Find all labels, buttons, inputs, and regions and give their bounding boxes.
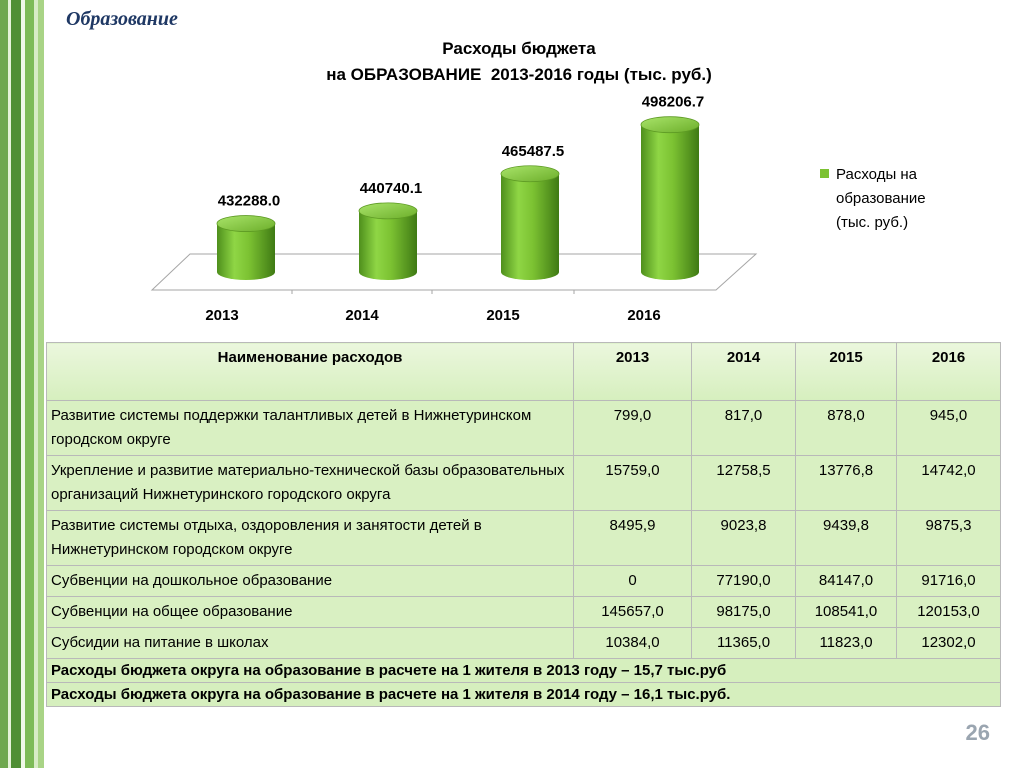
- value-label: 440740.1: [359, 179, 423, 197]
- table-row: [47, 456, 1001, 511]
- expense-value: 77190,0: [692, 566, 796, 597]
- legend-swatch: [820, 169, 829, 178]
- legend-line2: образование: [836, 190, 926, 207]
- table-row: [47, 401, 1001, 456]
- category-label: 2014: [345, 307, 379, 324]
- table-row: [47, 628, 1001, 659]
- expenses-table: [46, 342, 1001, 707]
- bar-2016: [641, 117, 699, 280]
- expense-name: Развитие системы отдыха, оздоровления и занятости детей в Нижнетуринском городском округе: [47, 511, 574, 566]
- header-2015: 2015: [796, 343, 897, 401]
- expense-value: 799,0: [574, 401, 692, 456]
- header-2016: 2016: [897, 343, 1001, 401]
- expense-value: 817,0: [692, 401, 796, 456]
- table-row: [47, 597, 1001, 628]
- bar-2015: [501, 166, 559, 280]
- bar-body: [359, 211, 417, 280]
- bar-top: [217, 216, 275, 232]
- per-capita-note: Расходы бюджета округа на образование в расчете на 1 жителя в 2014 году – 16,1 тыс.руб.: [47, 683, 1001, 707]
- expense-value: 878,0: [796, 401, 897, 456]
- category-label: 2015: [486, 307, 520, 324]
- expense-value: 15759,0: [574, 456, 692, 511]
- chart-title-line1: Расходы бюджета: [442, 39, 596, 58]
- page-number: 26: [965, 720, 990, 745]
- expense-value: 10384,0: [574, 628, 692, 659]
- expense-value: 9875,3: [897, 511, 1001, 566]
- expense-value: 11823,0: [796, 628, 897, 659]
- table-footer-row: [47, 683, 1001, 707]
- bar-2013: [217, 216, 275, 280]
- per-capita-note: Расходы бюджета округа на образование в расчете на 1 жителя в 2013 году – 15,7 тыс.руб: [47, 659, 1001, 683]
- expense-value: 12302,0: [897, 628, 1001, 659]
- category-label: 2016: [627, 307, 661, 324]
- table-header-row: [47, 343, 1001, 401]
- value-label: 432288.0: [217, 192, 281, 210]
- expense-value: 12758,5: [692, 456, 796, 511]
- expense-value: 91716,0: [897, 566, 1001, 597]
- value-label: 465487.5: [501, 142, 565, 160]
- expense-value: 108541,0: [796, 597, 897, 628]
- category-label: 2013: [205, 307, 239, 324]
- budget-chart: [0, 0, 1024, 340]
- bar-top: [501, 166, 559, 182]
- expense-value: 120153,0: [897, 597, 1001, 628]
- header-name: Наименование расходов: [47, 343, 574, 401]
- header-2014: 2014: [692, 343, 796, 401]
- expense-name: Субвенции на общее образование: [47, 597, 574, 628]
- bar-top: [641, 117, 699, 133]
- bar-body: [217, 224, 275, 280]
- expense-value: 98175,0: [692, 597, 796, 628]
- expense-value: 84147,0: [796, 566, 897, 597]
- expense-value: 9439,8: [796, 511, 897, 566]
- expense-name: Укрепление и развитие материально-технической базы образовательных организаций Нижнетуринского городского округа: [47, 456, 574, 511]
- bar-body: [501, 174, 559, 280]
- value-label: 498206.7: [641, 93, 705, 111]
- expense-value: 0: [574, 566, 692, 597]
- expense-value: 145657,0: [574, 597, 692, 628]
- expense-value: 11365,0: [692, 628, 796, 659]
- bar-2014: [359, 203, 417, 280]
- section-title: Образование: [66, 8, 178, 30]
- table-footer-row: [47, 659, 1001, 683]
- chart-title-line2: на ОБРАЗОВАНИЕ 2013-2016 годы (тыс. руб.): [326, 65, 712, 84]
- bar-body: [641, 125, 699, 280]
- expense-name: Субсидии на питание в школах: [47, 628, 574, 659]
- expense-name: Субвенции на дошкольное образование: [47, 566, 574, 597]
- expense-value: 8495,9: [574, 511, 692, 566]
- expense-value: 13776,8: [796, 456, 897, 511]
- bar-top: [359, 203, 417, 219]
- expense-value: 14742,0: [897, 456, 1001, 511]
- legend-line3: (тыс. руб.): [836, 214, 909, 231]
- header-2013: 2013: [574, 343, 692, 401]
- table-row: [47, 511, 1001, 566]
- legend-line1: Расходы на: [836, 166, 918, 183]
- expense-value: 9023,8: [692, 511, 796, 566]
- expense-name: Развитие системы поддержки талантливых детей в Нижнетуринском городском округе: [47, 401, 574, 456]
- expense-value: 945,0: [897, 401, 1001, 456]
- table-row: [47, 566, 1001, 597]
